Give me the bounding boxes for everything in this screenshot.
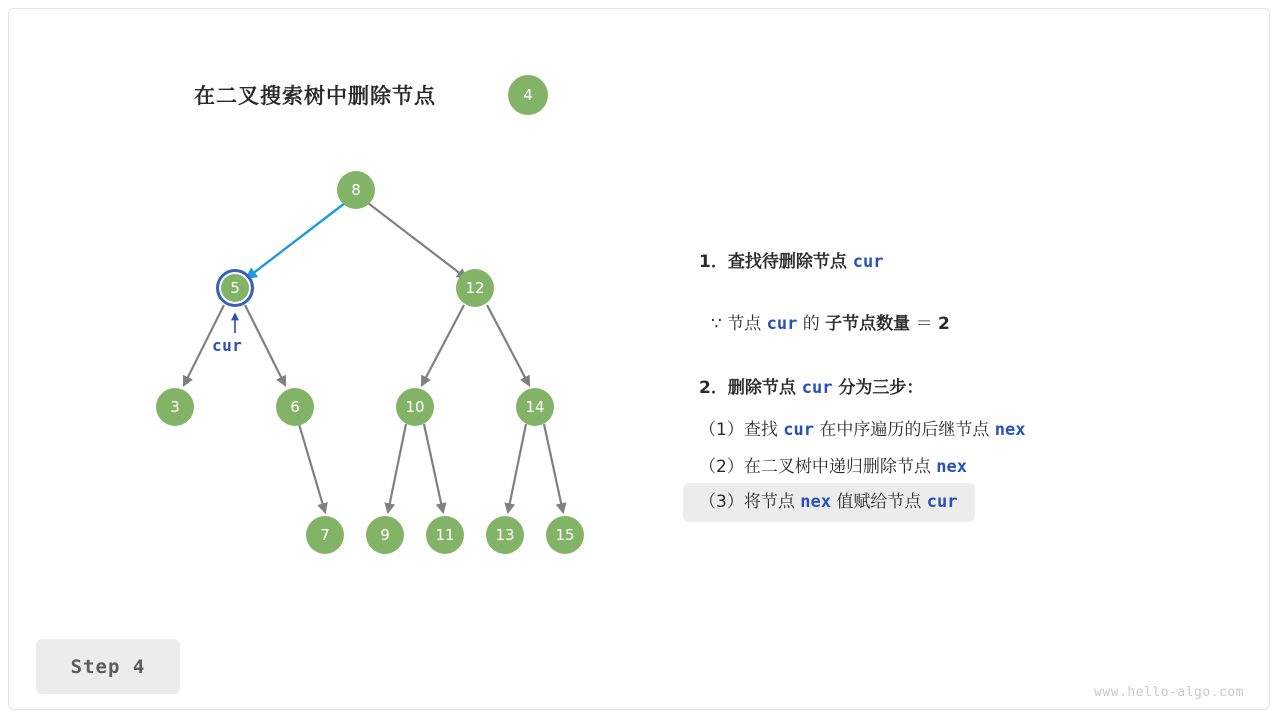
step2-text-suffix: 分为三步： [838, 378, 924, 398]
tree-node-13[interactable]: 13 [486, 516, 524, 554]
substep3-code-nex: nex [800, 492, 831, 512]
tree-node-8[interactable]: 8 [337, 171, 375, 209]
tree-node-7[interactable]: 7 [306, 516, 344, 554]
substep1-prefix: （1）查找 [699, 420, 778, 440]
step-indicator: Step 4 [36, 639, 180, 694]
reason-text-bold: 子节点数量 [825, 314, 911, 334]
step1-line [699, 253, 883, 273]
substep2-line [699, 458, 967, 478]
because-symbol: ∵ [711, 314, 722, 334]
tree-node-6[interactable]: 6 [276, 388, 314, 426]
substep3-highlight-row [683, 483, 975, 522]
substep2-code-nex: nex [936, 457, 967, 477]
step1-code-cur: cur [852, 252, 884, 272]
tree-edges [0, 0, 700, 600]
tree-node-12[interactable]: 12 [456, 269, 494, 307]
substep1-mid: 在中序遍历的后继节点 [819, 420, 990, 440]
tree-node-10[interactable]: 10 [396, 388, 434, 426]
substep3-code-cur: cur [926, 492, 958, 512]
substep1-code-cur: cur [783, 420, 814, 440]
step1-reason-line [711, 315, 950, 335]
reason-code-cur: cur [766, 314, 798, 334]
page-title: 在二叉搜索树中删除节点 [194, 84, 436, 108]
substep3-mid: 值赋给节点 [836, 492, 922, 512]
reason-value: 2 [937, 314, 950, 334]
watermark: www.hello-algo.com [1094, 685, 1244, 700]
substep2-prefix: （2）在二叉树中递归删除节点 [699, 457, 931, 477]
title-step-badge: 4 [508, 75, 548, 115]
tree-node-15[interactable]: 15 [546, 516, 584, 554]
step2-text-prefix: 2．删除节点 [699, 378, 796, 398]
step1-text: 1．查找待删除节点 [699, 252, 847, 272]
tree-node-9[interactable]: 9 [366, 516, 404, 554]
step2-code-cur: cur [801, 378, 833, 398]
reason-text-a: 节点 [727, 314, 762, 334]
substep3-line [699, 492, 957, 512]
tree-node-14[interactable]: 14 [516, 388, 554, 426]
substep3-prefix: （3）将节点 [699, 492, 795, 512]
cur-pointer-label: cur [212, 336, 243, 355]
substep1-code-nex: nex [994, 420, 1026, 440]
tree-node-3[interactable]: 3 [156, 388, 194, 426]
reason-text-b: 的 [802, 314, 820, 334]
tree-node-5[interactable]: 5 [216, 269, 254, 307]
substep1-line [699, 421, 1025, 441]
tree-node-11[interactable]: 11 [426, 516, 464, 554]
reason-equals: ＝ [915, 314, 933, 334]
step2-line [699, 379, 923, 399]
